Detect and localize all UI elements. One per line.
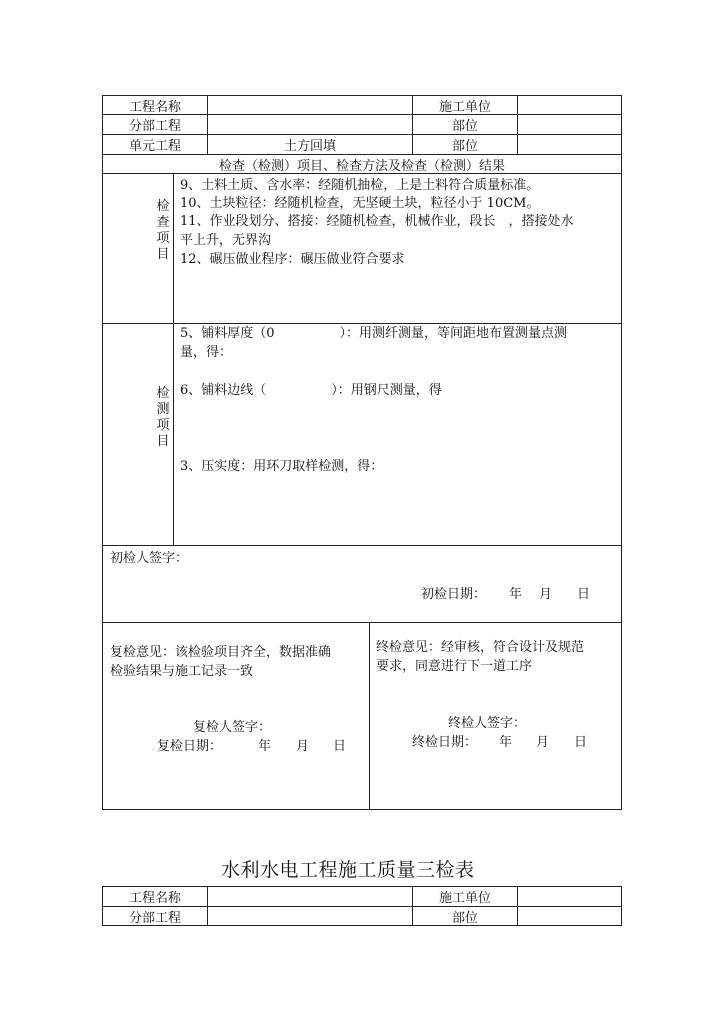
re-check-year: 年 [258, 739, 272, 754]
inspection-line-11-cont: 平上升，无界沟 [180, 233, 272, 248]
form2-project-name-field[interactable] [207, 886, 413, 907]
inspection-line-10: 10、土块粒径：经随机检查，无坚硬土块，粒径小于 10CM。 [180, 196, 540, 211]
initial-check-day: 日 [577, 587, 591, 602]
construction-unit-field[interactable] [517, 95, 622, 115]
initial-check-year: 年 [509, 587, 523, 602]
project-name-label: 工程名称 [102, 95, 208, 115]
re-check-date-label: 复检日期： [157, 739, 223, 754]
final-check-year: 年 [499, 735, 513, 750]
testing-line-3: 3、压实度：用环刀取样检测，得： [180, 459, 384, 474]
form2-part-label: 部位 [412, 906, 518, 926]
form2-construction-unit-field[interactable] [517, 886, 622, 907]
final-check-month: 月 [536, 735, 550, 750]
re-check-month: 月 [296, 739, 310, 754]
part-label-2: 部位 [412, 134, 518, 155]
final-check-opinion-line1: 终检意见：经审核，符合设计及规范 [376, 640, 585, 655]
inspection-line-9: 9、土料土质、含水率：经随机抽检，上是土料符合质量标准。 [180, 178, 540, 193]
form2-construction-unit-label: 施工单位 [412, 886, 518, 907]
form2-sub-project-label: 分部工程 [102, 906, 208, 926]
final-check-day: 日 [574, 735, 588, 750]
unit-project-value[interactable]: 土方回填 [207, 134, 413, 155]
construction-unit-label: 施工单位 [412, 95, 518, 115]
initial-check-signature-label: 初检人签字： [110, 551, 189, 566]
sub-project-label: 分部工程 [102, 114, 208, 135]
form2-sub-project-field[interactable] [207, 906, 413, 926]
re-check-signature-label: 复检人签字： [193, 720, 272, 735]
part-label: 部位 [412, 114, 518, 135]
initial-check-date-label: 初检日期： [421, 587, 487, 602]
initial-check-month: 月 [539, 587, 553, 602]
testing-items-label: 检 测 项 目 [156, 386, 170, 449]
testing-line-6: 6、铺料边线（ ）：用钢尺测量，得 [180, 383, 442, 398]
re-check-day: 日 [333, 739, 347, 754]
sub-project-field[interactable] [207, 114, 413, 135]
testing-line-5: 5、铺料厚度（0 ）：用测纤测量，等间距地布置测量点测 [180, 326, 568, 341]
form2-project-name-label: 工程名称 [102, 886, 208, 907]
inspection-line-12: 12、碾压做业程序：碾压做业符合要求 [180, 252, 405, 267]
inspection-line-11: 11、作业段划分、搭接：经随机检查，机械作业，段长 ，搭接处水 [180, 214, 574, 229]
inspection-items-label: 检 查 项 目 [156, 199, 170, 262]
items-header: 检查（检测）项目、检查方法及检查（检测）结果 [102, 154, 622, 174]
part-field-2[interactable] [517, 134, 622, 155]
form-title: 水利水电工程施工质量三检表 [221, 859, 475, 881]
testing-line-5-cont: 量，得： [180, 345, 233, 360]
final-check-opinion-line2: 要求，同意进行下一道工序 [376, 659, 533, 674]
unit-project-label: 单元工程 [102, 134, 208, 155]
final-check-signature-label: 终检人签字： [448, 716, 527, 731]
re-check-opinion-line2: 检验结果与施工记录一致 [110, 664, 254, 679]
project-name-field[interactable] [207, 95, 413, 115]
re-check-opinion-line1: 复检意见：该检验项目齐全，数据准确 [110, 645, 332, 660]
form2-part-field[interactable] [517, 906, 622, 926]
testing-items-content[interactable] [173, 323, 622, 546]
part-field[interactable] [517, 114, 622, 135]
final-check-date-label: 终检日期： [412, 735, 478, 750]
